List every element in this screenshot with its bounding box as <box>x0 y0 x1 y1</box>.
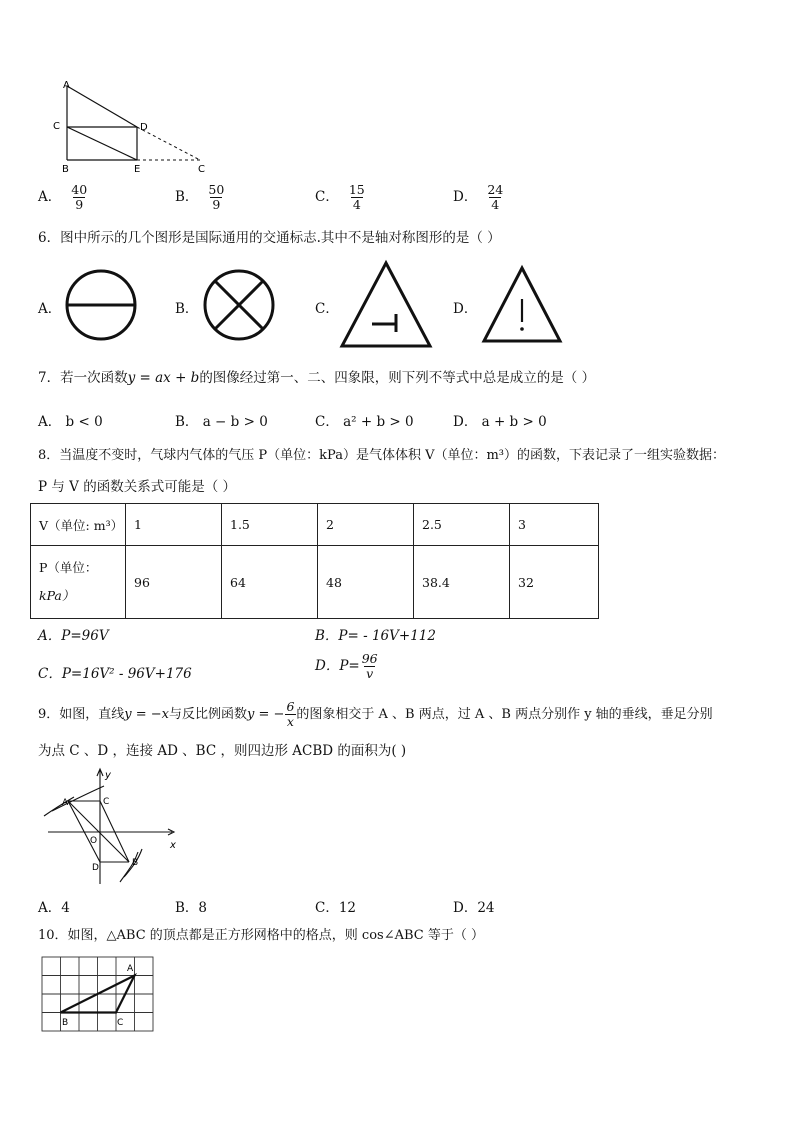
table-cell: 48 <box>318 546 414 619</box>
q7-text-suffix: 的图像经过第一、二、四象限，则下列不等式中总是成立的是（ ） <box>199 370 596 386</box>
q9-question-line2: 为点 C 、D ，连接 AD 、BC ，则四边形 ACBD 的面积为( ) <box>38 743 407 759</box>
q5-label-c-right: C <box>198 164 205 175</box>
q6-option-b-label[interactable]: B． <box>175 301 199 317</box>
table-cell: 96 <box>126 546 222 619</box>
q7-function: y = ax + b <box>127 370 200 386</box>
option-label: D． <box>453 189 478 205</box>
q7-question-text <box>38 368 595 388</box>
q8-option-c[interactable]: C．P=16V² - 96V+176 <box>38 666 192 682</box>
q9-option-c[interactable]: C．12 <box>315 900 357 916</box>
q7-option-a[interactable]: A． b < 0 <box>38 414 103 430</box>
denominator: 4 <box>352 197 361 212</box>
table-cell: 2.5 <box>414 504 510 546</box>
q5-label-b: B <box>62 164 69 175</box>
table-cell: 1 <box>126 504 222 546</box>
q9-function: y = − <box>247 707 285 722</box>
q9-option-d[interactable]: D．24 <box>453 900 495 916</box>
table-header-cell: V（单位: m³） <box>31 504 126 546</box>
q10-label-c: C <box>117 1018 124 1028</box>
q6-question-text: 6．图中所示的几个图形是国际通用的交通标志.其中不是轴对称图形的是（ ） <box>38 230 501 246</box>
fraction <box>69 183 89 212</box>
numerator: 50 <box>208 182 225 197</box>
q9-label-b: B <box>132 858 139 868</box>
q7-text-prefix: 7．若一次函数 <box>38 370 128 386</box>
q9-text: 9．如图，直线 <box>38 707 125 722</box>
option-label: C． <box>315 189 339 205</box>
table-header-line: P（单位： <box>39 560 98 575</box>
q8-option-a[interactable]: A．P=96V <box>38 628 109 644</box>
option-label: D．P= <box>315 658 360 674</box>
q8-option-d[interactable] <box>315 652 380 681</box>
q5-label-a: A <box>63 80 70 91</box>
table-cell: 32 <box>510 546 599 619</box>
q9-text: 与反比例函数 <box>169 707 248 722</box>
q10-label-b: B <box>62 1018 69 1028</box>
option-label: B． <box>175 189 199 205</box>
denominator: v <box>366 666 374 681</box>
table-row <box>31 504 599 546</box>
q5-option-d[interactable] <box>453 183 505 212</box>
q5-label-c-left: C <box>53 121 60 132</box>
q7-option-c[interactable]: C． a² + b > 0 <box>315 414 414 430</box>
q5-option-b[interactable] <box>175 183 226 212</box>
q9-option-b[interactable]: B．8 <box>175 900 208 916</box>
q10-grid-figure <box>40 955 158 1035</box>
q9-figure <box>42 764 182 888</box>
option-label: A． <box>38 189 62 205</box>
denominator: 4 <box>491 197 500 212</box>
q5-label-d: D <box>140 122 148 133</box>
fraction <box>485 183 505 212</box>
q9-label-c: C <box>103 797 110 807</box>
q6-option-d-label[interactable]: D． <box>453 301 478 317</box>
q9-label-o: O <box>90 836 98 846</box>
q5-option-c[interactable] <box>315 183 367 212</box>
circle-with-x-sign-icon[interactable] <box>200 266 278 344</box>
q9-function: y = −x <box>124 707 170 722</box>
q6-option-c-label[interactable]: C． <box>315 301 339 317</box>
q10-label-a: A <box>127 964 134 974</box>
numerator: 24 <box>487 182 504 197</box>
q8-data-table <box>30 503 599 619</box>
fraction <box>360 652 380 681</box>
denominator: 9 <box>75 197 84 212</box>
q5-label-e: E <box>134 164 141 175</box>
numerator: 6 <box>286 699 295 714</box>
fraction <box>206 183 226 212</box>
denominator: x <box>286 714 294 729</box>
q9-text: 的图象相交于 A 、B 两点，过 A 、B 两点分别作 y 轴的垂线，垂足分别 <box>296 707 713 722</box>
table-cell: 38.4 <box>414 546 510 619</box>
q5-option-a[interactable] <box>38 183 89 212</box>
q5-figure <box>45 78 215 176</box>
table-cell: 3 <box>510 504 599 546</box>
triangle-with-symbol-sign-icon[interactable] <box>338 258 434 350</box>
q7-option-d[interactable]: D． a + b > 0 <box>453 414 547 430</box>
denominator: 9 <box>212 197 221 212</box>
table-header-cell <box>31 546 126 619</box>
circle-with-bar-sign-icon[interactable] <box>62 266 140 344</box>
numerator: 40 <box>71 182 88 197</box>
triangle-with-exclamation-sign-icon[interactable] <box>480 264 564 344</box>
q6-option-a-label[interactable]: A． <box>38 301 62 317</box>
q9-label-y: y <box>105 770 111 781</box>
table-row <box>31 546 599 619</box>
table-header-line: kPa） <box>39 588 75 603</box>
q8-option-b[interactable]: B．P= - 16V+112 <box>315 628 436 644</box>
q9-label-x: x <box>170 840 176 851</box>
q8-question-line2: P 与 V 的函数关系式可能是（ ） <box>38 479 236 495</box>
q7-option-b[interactable]: B． a − b > 0 <box>175 414 268 430</box>
q9-question-line1 <box>38 700 713 729</box>
fraction <box>284 700 296 729</box>
q9-label-d: D <box>92 863 99 873</box>
numerator: 15 <box>348 182 365 197</box>
fraction <box>347 183 367 212</box>
q8-question-line1: 8．当温度不变时，气球内气体的气压 P（单位：kPa）是气体体积 V（单位：m³）的函数，下表记录了一组实验数据： <box>38 448 726 463</box>
q9-label-a: A <box>62 798 69 808</box>
q10-question-text: 10．如图，△ABC 的顶点都是正方形网格中的格点，则 cos∠ABC 等于（ ） <box>38 928 484 943</box>
table-cell: 2 <box>318 504 414 546</box>
table-cell: 1.5 <box>222 504 318 546</box>
table-cell: 64 <box>222 546 318 619</box>
q9-option-a[interactable]: A．4 <box>38 900 70 916</box>
numerator: 96 <box>361 651 378 666</box>
